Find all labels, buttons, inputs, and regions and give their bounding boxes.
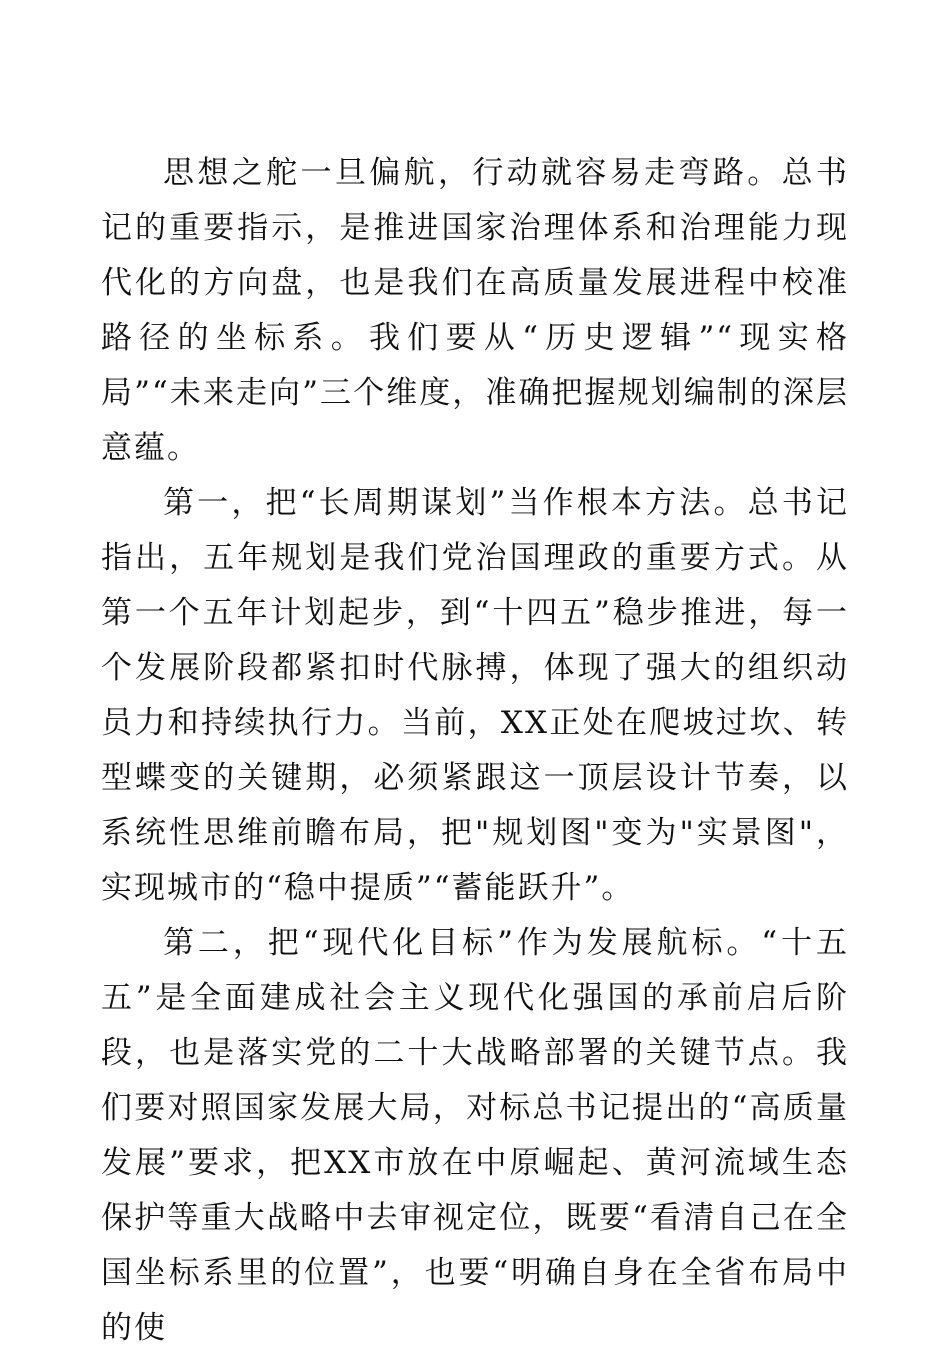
document-body [101, 146, 849, 1356]
paragraph-3: 第二，把“现代化目标”作为发展航标。“十五五”是全面建成社会主义现代化强国的承前启后阶段，也是落实党的二十大战略部署的关键节点。我们要对照国家发展大局，对标总书记提出的“高质量发展”要求，把XX市放在中原崛起、黄河流域生态保护等重大战略中去审视定位，既要“看清自己在全国坐标系里的位置”，也要“明确自身在全省布局中的使 [101, 925, 849, 1346]
paragraph-2: 第一，把“长周期谋划”当作根本方法。总书记指出，五年规划是我们党治国理政的重要方式。从第一个五年计划起步，到“十四五”稳步推进，每一个发展阶段都紧扣时代脉搏，体现了强大的组织动员力和持续执行力。当前，XX正处在爬坡过坎、转型蝶变的关键期，必须紧跟这一顶层设计节奏，以系统性思维前瞻布局，把"规划图"变为"实景图"，实现城市的“稳中提质”“蓄能跃升”。 [101, 485, 849, 906]
paragraph-1: 思想之舵一旦偏航，行动就容易走弯路。总书记的重要指示，是推进国家治理体系和治理能力现代化的方向盘，也是我们在高质量发展进程中校准路径的坐标系。我们要从“历史逻辑”“现实格局”“未来走向”三个维度，准确把握规划编制的深层意蕴。 [101, 155, 849, 466]
